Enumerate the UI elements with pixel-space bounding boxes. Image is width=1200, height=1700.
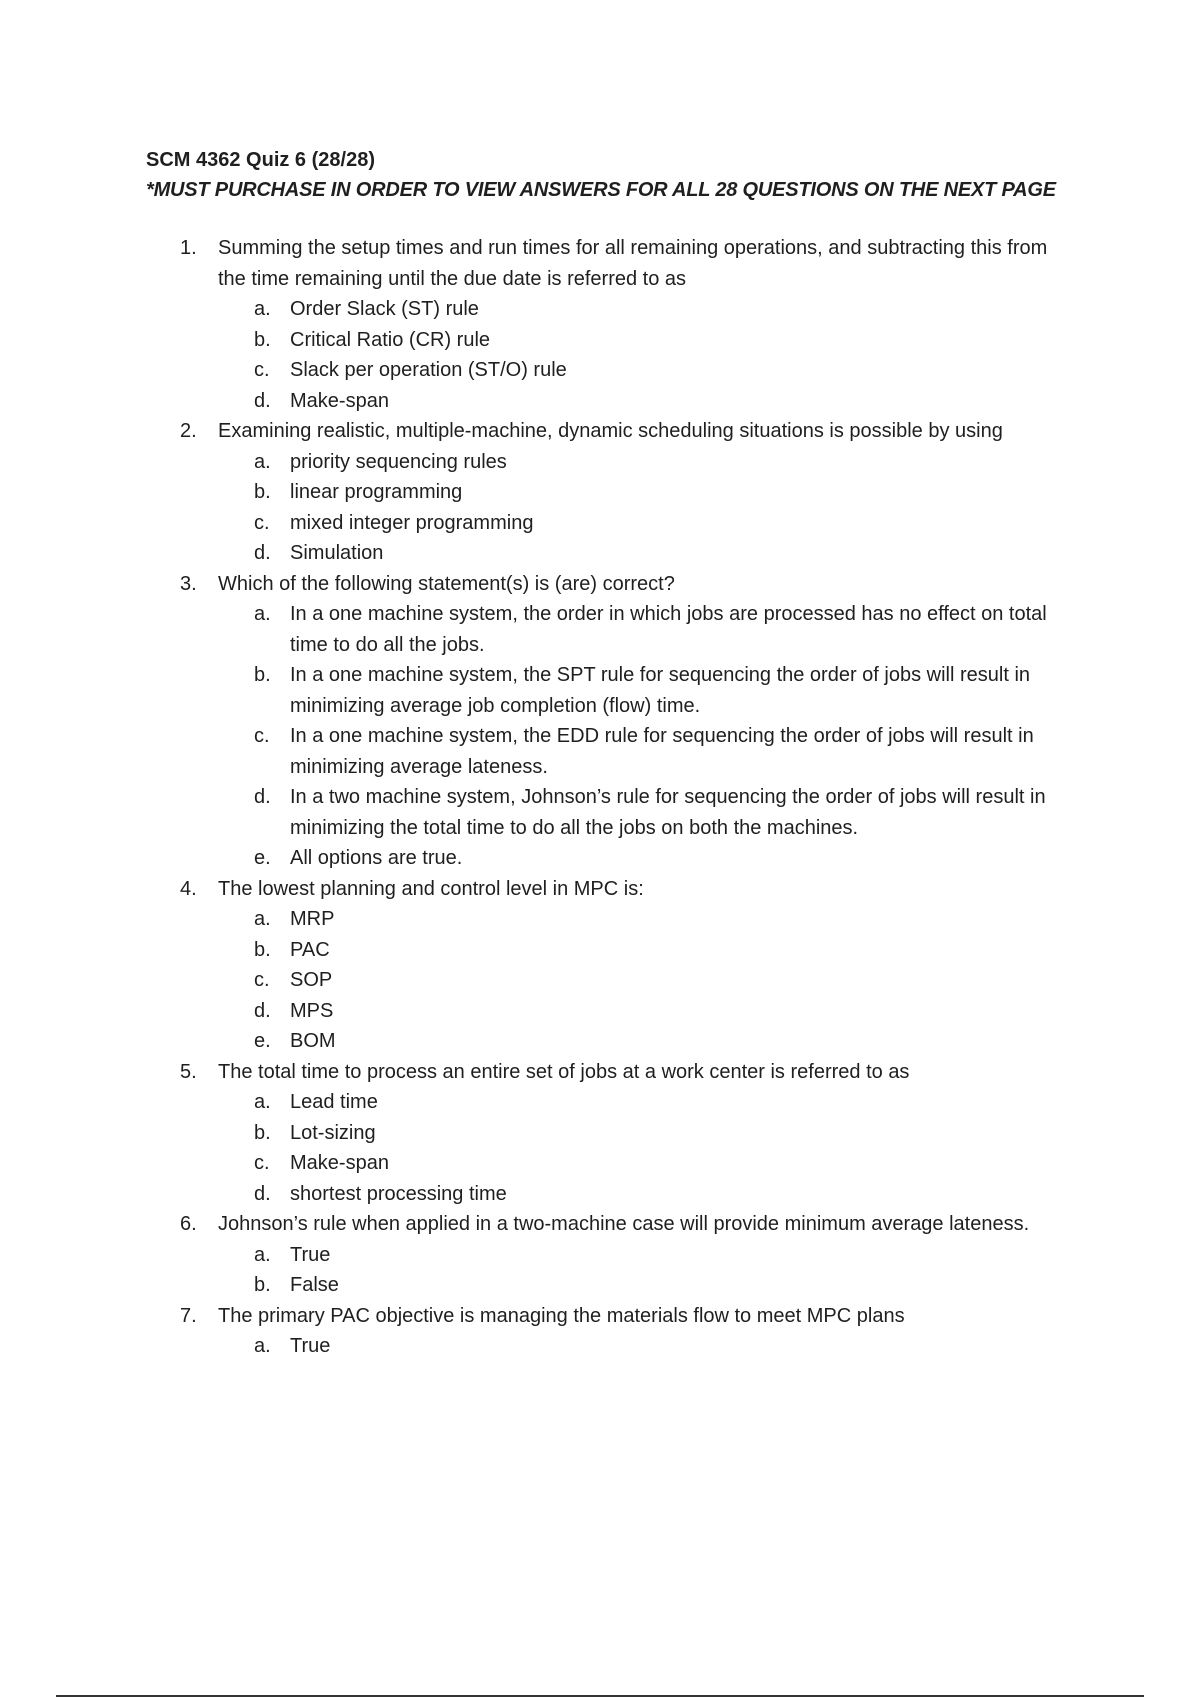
question-number: 2. [180,420,197,442]
answer-option [218,477,1100,508]
answer-option [218,599,1100,660]
option-letter: b. [254,328,271,351]
option-letter: b. [254,481,271,503]
answer-option [218,782,1100,843]
purchase-notice: *MUST PURCHASE IN ORDER TO VIEW ANSWERS FOR ALL 28 QUESTIONS ON THE NEXT PAGE [146,179,1056,201]
option-letter: a. [254,1091,271,1113]
option-text: PAC [290,938,330,961]
answer-option [218,904,1100,935]
option-text: SOP [290,969,333,991]
document-title: SCM 4362 Quiz 6 (28/28) [146,149,375,171]
option-text: In a one machine system, the SPT rule for sequencing the order of jobs will result in minimizing average job completion (flow) time. [290,664,1031,717]
option-letter: a. [254,1243,271,1266]
option-letter: e. [254,847,271,869]
option-text: True [290,1243,331,1266]
answer-option [218,386,1100,417]
answer-option [218,325,1100,356]
answer-option [218,843,1100,874]
question-number: 7. [180,1304,197,1327]
option-text: priority sequencing rules [290,450,507,473]
option-text: Critical Ratio (CR) rule [290,328,491,351]
question-text: Johnson’s rule when applied in a two-machine case will provide minimum average lateness. [218,1213,1030,1235]
option-text: In a one machine system, the EDD rule for sequencing the order of jobs will result in minimizing average lateness. [290,725,1034,778]
option-text: MRP [290,908,335,930]
page-bottom-rule [56,1695,1144,1697]
question-text: Summing the setup times and run times for all remaining operations, and subtracting this from the time remaining until the due date is referred to as [218,237,1048,290]
answer-option-list [218,1240,1100,1301]
answer-option [218,1179,1100,1210]
option-text: Make-span [290,389,389,412]
option-text: In a two machine system, Johnson’s rule for sequencing the order of jobs will result in minimizing the total time to do all the jobs on both the machines. [290,786,1046,839]
answer-option [218,1118,1100,1149]
answer-option [218,447,1100,478]
question-text: The primary PAC objective is managing the materials flow to meet MPC plans [218,1304,905,1327]
answer-option [218,508,1100,539]
question-number: 1. [180,237,197,259]
answer-option-list [218,447,1100,569]
answer-option [218,1270,1100,1301]
answer-option-list [218,1087,1100,1209]
option-letter: b. [254,664,271,686]
option-letter: c. [254,359,270,381]
option-letter: c. [254,511,270,534]
question-item-5 [180,1057,1100,1210]
question-list [180,233,1100,1362]
option-letter: d. [254,389,271,412]
question-item-3 [180,569,1100,874]
option-text: Lot-sizing [290,1121,376,1144]
answer-option [218,1240,1100,1271]
answer-option [218,935,1100,966]
answer-option-list [218,599,1100,874]
answer-option [218,1026,1100,1057]
question-number: 5. [180,1060,197,1083]
answer-option-list [218,904,1100,1057]
answer-option [218,538,1100,569]
document-header [146,145,1146,205]
option-text: Lead time [290,1091,378,1113]
option-text: All options are true. [290,847,463,869]
option-text: True [290,1335,331,1357]
answer-option [218,660,1100,721]
option-text: False [290,1274,339,1296]
question-number: 3. [180,572,197,595]
option-letter: d. [254,999,271,1022]
answer-option [218,1087,1100,1118]
option-letter: a. [254,1335,271,1357]
answer-option [218,1148,1100,1179]
option-text: linear programming [290,481,463,503]
question-item-6 [180,1209,1100,1301]
question-number: 4. [180,877,197,900]
answer-option [218,294,1100,325]
option-letter: e. [254,1030,271,1052]
option-letter: b. [254,1274,271,1296]
option-letter: a. [254,908,271,930]
option-letter: c. [254,969,270,991]
question-number: 6. [180,1213,197,1235]
answer-option [218,996,1100,1027]
option-letter: a. [254,603,271,625]
answer-option [218,721,1100,782]
option-letter: d. [254,1182,271,1205]
question-item-1 [180,233,1100,416]
answer-option-list [218,1331,1100,1362]
option-letter: a. [254,450,271,473]
option-text: Slack per operation (ST/O) rule [290,359,567,381]
option-text: In a one machine system, the order in which jobs are processed has no effect on total time to do all the jobs. [290,603,1047,656]
question-text: Which of the following statement(s) is (are) correct? [218,572,675,595]
option-text: Make-span [290,1152,389,1174]
answer-option-list [218,294,1100,416]
option-text: Simulation [290,542,384,564]
option-text: Order Slack (ST) rule [290,298,479,320]
option-letter: c. [254,725,270,747]
question-text: The lowest planning and control level in MPC is: [218,877,644,900]
option-letter: d. [254,542,271,564]
option-letter: b. [254,1121,271,1144]
question-item-7 [180,1301,1100,1362]
option-letter: c. [254,1152,270,1174]
question-item-4 [180,874,1100,1057]
question-text: Examining realistic, multiple-machine, dynamic scheduling situations is possible by using [218,420,1003,442]
option-text: shortest processing time [290,1182,507,1205]
answer-option [218,965,1100,996]
option-letter: a. [254,298,271,320]
question-item-2 [180,416,1100,569]
option-text: mixed integer programming [290,511,534,534]
option-text: MPS [290,999,334,1022]
option-letter: b. [254,938,271,961]
answer-option [218,1331,1100,1362]
answer-option [218,355,1100,386]
option-letter: d. [254,786,271,808]
option-text: BOM [290,1030,336,1052]
question-text: The total time to process an entire set of jobs at a work center is referred to as [218,1060,910,1083]
